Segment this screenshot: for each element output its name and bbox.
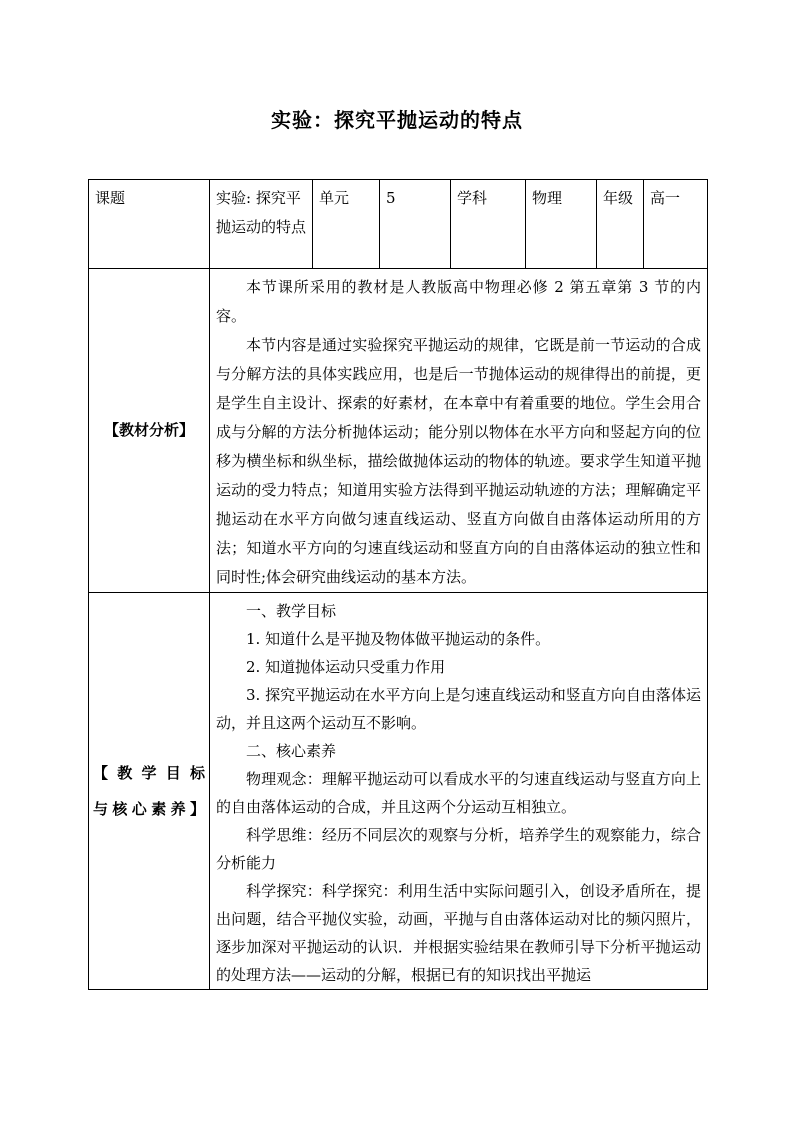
goals-item: 3. 探究平抛运动在水平方向上是匀速直线运动和竖直方向自由落体运动，并且这两个运动互不影响。 [216, 686, 701, 732]
goals-content [210, 593, 708, 990]
subject-label: 学科 [451, 180, 526, 269]
unit-value: 5 [380, 180, 451, 269]
goals-heading: 一、教学目标 [246, 602, 337, 620]
goals-item: 2. 知道抛体运动只受重力作用 [246, 658, 446, 676]
analysis-row [89, 269, 708, 593]
lesson-plan-table [88, 179, 708, 990]
goals-row [89, 593, 708, 990]
analysis-paragraph: 本节内容是通过实验探究平抛运动的规律，它既是前一节运动的合成与分解方法的具体实践应用，也是后一节抛体运动的规律得出的前提，更是学生自主设计、探索的好素材，在本章中有着重要的地位。学生会用合成与分解的方法分析抛体运动；能分别以物体在水平方向和竖起方向的位移为横坐标和纵坐标，描绘做抛体运动的物体的轨迹。要求学生知道平抛运动的受力特点；知道用实验方法得到平抛运动轨迹的方法；理解确定平抛运动在水平方向做匀速直线运动、竖直方向做自由落体运动所用的方法；知道水平方向的匀速直线运动和竖直方向的自由落体运动的独立性和同时性;体会研究曲线运动的基本方法。 [216, 336, 701, 586]
goals-label-line2: 与核心素养】 [93, 800, 205, 818]
analysis-paragraph: 本节课所采用的教材是人教版高中物理必修 2 第五章第 3 节的内容。 [216, 278, 701, 325]
core-heading: 二、核心素养 [246, 742, 337, 760]
course-label: 课题 [89, 180, 210, 269]
core-item: 科学思维：经历不同层次的观察与分析，培养学生的观察能力，综合分析能力 [216, 826, 701, 872]
course-value: 实验: 探究平抛运动的特点 [210, 180, 313, 269]
goals-item: 1. 知道什么是平抛及物体做平抛运动的条件。 [246, 630, 551, 648]
core-item: 物理观念：理解平抛运动可以看成水平的匀速直线运动与竖直方向上的自由落体运动的合成，并且这两个分运动互相独立。 [216, 770, 701, 816]
grade-label: 年级 [597, 180, 644, 269]
unit-label: 单元 [313, 180, 380, 269]
document-title: 实验：探究平抛运动的特点 [271, 108, 523, 132]
core-item: 科学探究：科学探究：利用生活中实际问题引入，创设矛盾所在，提出问题，结合平抛仪实验，动画，平抛与自由落体运动对比的频闪照片，逐步加深对平抛运动的认识．并根据实验结果在教师引导下分析平抛运动的处理方法——运动的分解，根据已有的知识找出平抛运 [216, 882, 701, 984]
subject-value: 物理 [526, 180, 597, 269]
analysis-label: 【教材分析】 [89, 269, 210, 593]
goals-label-line1: 【教学目标 [93, 764, 205, 782]
grade-value: 高一 [644, 180, 708, 269]
goals-label [89, 593, 210, 990]
header-row [89, 180, 708, 269]
analysis-content [210, 269, 708, 593]
